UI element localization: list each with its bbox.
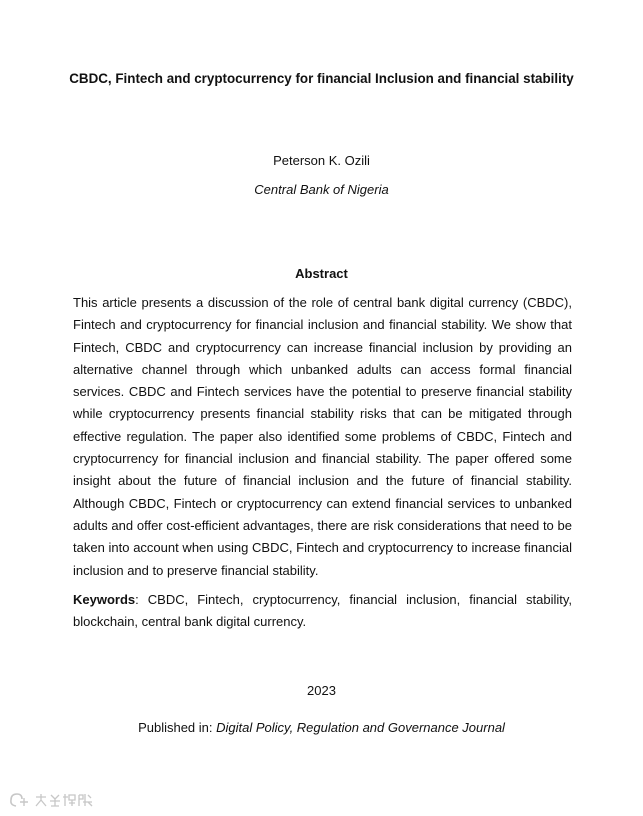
keywords-label: Keywords bbox=[73, 592, 136, 607]
journal-name: Digital Policy, Regulation and Governance Journal bbox=[216, 720, 505, 735]
author-affiliation: Central Bank of Nigeria bbox=[254, 182, 389, 197]
keywords-text: : CBDC, Fintech, cryptocurrency, financial inclusion, financial stability, blockchain, central bank digital currency. bbox=[73, 592, 572, 629]
paper-title: CBDC, Fintech and cryptocurrency for financial Inclusion and financial stability bbox=[69, 71, 574, 86]
published-in bbox=[0, 720, 643, 735]
publication-year: 2023 bbox=[307, 683, 336, 698]
abstract-body: This article presents a discussion of the role of central bank digital currency (CBDC), Fintech and cryptocurrency for financial inclusion and financial stability. We show that Fintech, CBDC and cryptocurrency can increase financial inclusion by providing an alternative channel through which unbanked adults can access formal financial services. CBDC and Fintech services have the potential to preserve financial stability while cryptocurrency presents financial stability risks that can be mitigated through effective regulation. The paper also identified some problems of CBDC, Fintech and cryptocurrency for financial inclusion and financial stability. The paper offered some insight about the future of financial inclusion and the future of financial stability. Although CBDC, Fintech or cryptocurrency can extend financial services to unbanked adults and offer cost-efficient advantages, there are risk considerations that need to be taken into account when using CBDC, Fintech and cryptocurrency to increase financial inclusion and to preserve financial stability. bbox=[73, 295, 572, 578]
author-name: Peterson K. Ozili bbox=[273, 153, 370, 168]
keywords-paragraph bbox=[73, 589, 572, 633]
published-prefix: Published in: bbox=[138, 720, 217, 735]
watermark bbox=[8, 792, 94, 808]
watermark-logo-icon bbox=[8, 792, 30, 808]
watermark-text-image bbox=[34, 792, 94, 808]
abstract-heading: Abstract bbox=[295, 266, 348, 281]
